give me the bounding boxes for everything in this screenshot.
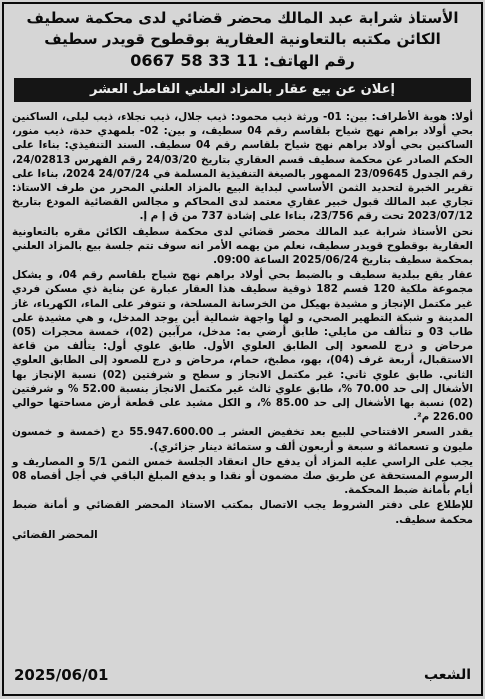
opening-price-paragraph: يقدر السعر الافتتاحي للبيع بعد تخفيض العشر بـ 55.947.600.00 دج (خمسة و خمسون مليون و تسعمائة و سبعة و أربعون ألف و ستمائة دينار جزائري).	[12, 426, 473, 453]
terms-info-paragraph: للإطلاع على دفتر الشروط يجب الاتصال بمكتب الاستاذ المحضر القضائي و أمانة ضبط محكمة سطيف.	[12, 499, 473, 526]
payment-conditions-paragraph: يجب على الراسي عليه المزاد أن يدفع حال انعقاد الجلسة خمس الثمن 5/1 و المصاريف و الرسوم المستحقة عن طريق صك مضمون أو نقدا و يدفع المبلغ الباقي في أجل أقصاه 08 أيام بأمانة ضبط المحكمة.	[12, 455, 473, 497]
phone-label: رقم الهاتف:	[263, 52, 355, 70]
office-address-line: الكائن مكتبه بالتعاونية العقارية بوقطوح قويدر سطيف	[44, 30, 441, 48]
phone-number: 0667 58 33 11	[130, 51, 259, 70]
bailiff-name-line: الأستاذ شرابة عبد المالك محضر قضائي لدى محكمة سطيف	[26, 9, 459, 27]
phone-line	[12, 50, 473, 72]
newspaper-footer	[14, 662, 471, 688]
announcement-header	[12, 8, 473, 72]
announcement-frame	[2, 2, 483, 696]
announcement-body	[12, 110, 473, 542]
newspaper-name: الشعب	[423, 667, 471, 683]
auction-notice-paragraph: نحن الأستاذ شرابة عبد المالك محضر قضائي لدى محكمة سطيف الكائن مقره بالتعاونية العقارية بوقطوح قويدر سطيف، نعلم من يهمه الأمر انه سوف تتم جلسة بيع بالمزاد العلني بمحكمة سطيف بتاريخ 2025/06/24 الساعة 09:00.	[12, 225, 473, 267]
announcement-title-banner: إعلان عن بيع عقار بالمزاد العلني الفاصل العشر	[14, 78, 471, 102]
property-description-paragraph: عقار يقع ببلدية سطيف و بالضبط بحي أولاد براهم نهج شياح بلقاسم رقم 04، و يشكل مجموعة ملكية 120 قسم 182 ذوقية سطيف هذا العقار عبارة عن بناية ذي مسكن فردي غير مكتمل الإنجاز و مشيدة بهيكل من الخرسانة المسلحة، و تتوفر على الماء، الكهرباء، غاز المدينة و شبكة التطهير الصحي، و لها واجهة شمالية أين يوجد المدخل، و هي مشيدة على طاب 03 و تتألف من مايلي: طابق أرضي به: مدخل، مرآبين (02)، خمسة محجرات (05) مرحاض و درج للصعود إلى الطابق العلوي الأول. طابق علوي أول: يتألف من قاعة الاستقبال، أربعة غرف (04)، بهو، مطبخ، حمام، مرحاض و درج للصعود إلى الطابق العلوي الثاني. طابق علوي ثاني: غير مكتمل الانجاز و سطح و شرفتين (02) نسبة الإنجاز بها الأشغال إلى حد 70.00 %، طابق علوي ثالث غير مكتمل الانجاز بنسبة 52.00 % و شرفتين (02) نسبة بها الأشغال إلى حد 85.00 %، و الكل مشيد على قطعة أرض مساحتها حوالي 226.00 م².	[12, 269, 474, 424]
signature: المحضر القضائي	[12, 528, 98, 541]
parties-paragraph: أولا: هوية الأطراف: بين: 01- ورثة ذيب محمود: ذيب جلال، ذيب نجلاء، ذيب ليلى، الساكنين بحي أولاد براهم نهج شياح بلقاسم رقم 04 سطيف، و بين: 02- بلمهدي حدة، ذيب منور، الساكنين بحي أولاد براهم نهج شياح بلقاسم رقم 04 سطيف. السند التنفيذي: بناءا على الحكم الصادر عن محكمة سطيف قسم العقاري بتاريخ 24/03/20 رقم الفهرس 24/02813، رقم الجدول 23/09645 الممهور بالصيغة التنفيذية المسلمة في 24/07/24 2024، بناءا على تقرير الخبرة لتحديد الثمن الأساسي لبداية البيع بالمزاد العلني المحرر من طرف الاستاذ: تجاري عبد المالك قبول خبير عقاري معتمد لدى المحاكم و مجالس القضائية المودع بتاريخ 2023/07/12 تحت رقم 23/756، بناءا على إشادة 737 من ق إ م إ.	[11, 111, 473, 223]
publication-date: 2025/06/01	[14, 666, 109, 684]
